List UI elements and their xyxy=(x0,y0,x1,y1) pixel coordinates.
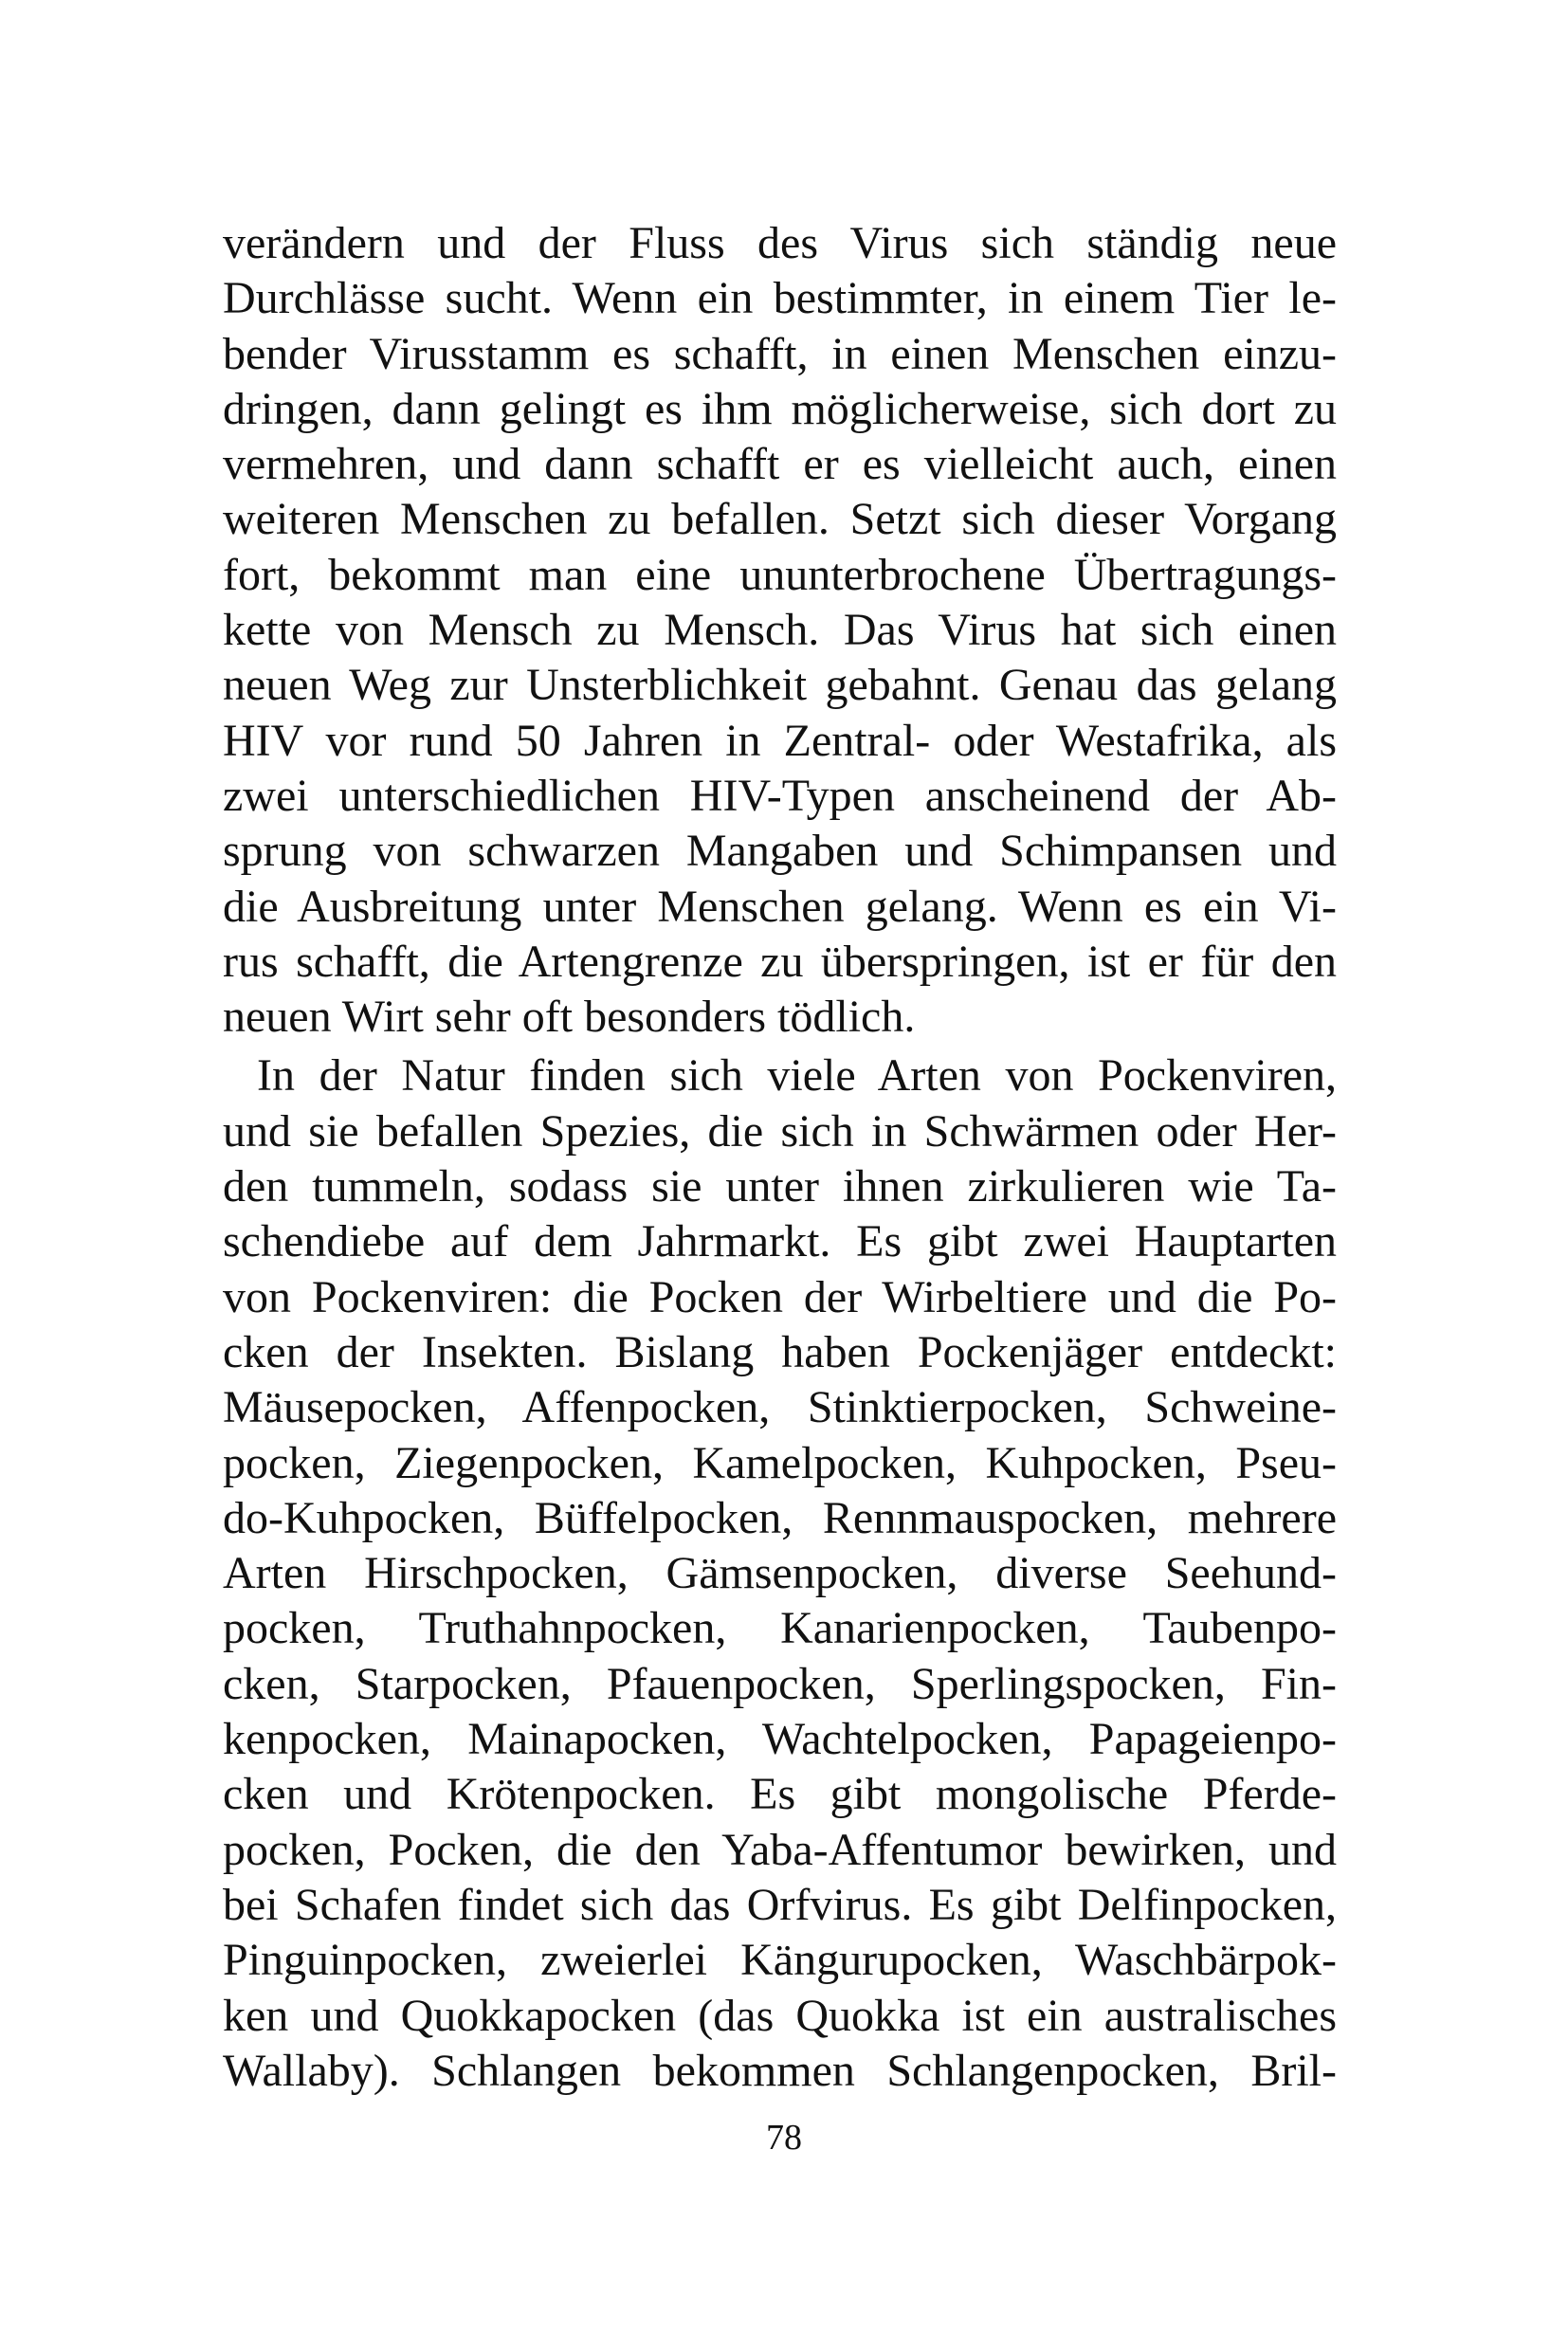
page-number: 78 xyxy=(766,2118,802,2158)
text-line: ken und Quokkapocken (das Quokka ist ein australisches xyxy=(223,1990,1337,2041)
text-line: pocken, Ziegenpocken, Kamelpocken, Kuhpocken, Pseu- xyxy=(223,1437,1337,1488)
text-line: sprung von schwarzen Mangaben und Schimpansen und xyxy=(223,826,1337,877)
text-line: fort, bekommt man eine ununterbrochene Übertragungs- xyxy=(223,549,1337,600)
text-line: cken, Starpocken, Pfauenpocken, Sperlingspocken, Fin- xyxy=(223,1658,1337,1709)
text-line: bei Schafen findet sich das Orfvirus. Es gibt Delfinpocken, xyxy=(223,1879,1337,1930)
text-line: HIV vor rund 50 Jahren in Zentral- oder Westafrika, als xyxy=(223,715,1337,766)
text-line: do-Kuhpocken, Büffelpocken, Rennmauspocken, mehrere xyxy=(223,1492,1337,1543)
text-line: rus schafft, die Artengrenze zu überspringen, ist er für den xyxy=(223,936,1337,987)
text-line: bender Virusstamm es schafft, in einen Menschen einzu- xyxy=(223,328,1337,379)
text-line: verändern und der Fluss des Virus sich ständig neue xyxy=(223,218,1337,268)
paragraph-1 xyxy=(223,216,1337,1045)
text-line: kette von Mensch zu Mensch. Das Virus hat sich einen xyxy=(223,605,1337,656)
text-line: schendiebe auf dem Jahrmarkt. Es gibt zwei Hauptarten xyxy=(223,1216,1337,1267)
text-line: den tummeln, sodass sie unter ihnen zirkulieren wie Ta- xyxy=(223,1161,1337,1212)
paragraph-2 xyxy=(223,1048,1337,2099)
text-line: zwei unterschiedlichen HIV-Typen anscheinend der Ab- xyxy=(223,770,1337,821)
text-line: kenpocken, Mainapocken, Wachtelpocken, Papageienpo- xyxy=(223,1714,1337,1765)
text-line: In der Natur finden sich viele Arten von Pockenviren, xyxy=(257,1050,1337,1102)
text-line: neuen Wirt sehr oft besonders tödlich. xyxy=(223,992,916,1043)
text-line: weiteren Menschen zu befallen. Setzt sich dieser Vorgang xyxy=(223,494,1337,545)
text-line: die Ausbreitung unter Menschen gelang. Wenn es ein Vi- xyxy=(223,881,1337,932)
text-line: dringen, dann gelingt es ihm möglicherweise, sich dort zu xyxy=(223,383,1337,434)
text-line: cken der Insekten. Bislang haben Pockenjäger entdeckt: xyxy=(223,1326,1337,1377)
text-line: von Pockenviren: die Pocken der Wirbeltiere und die Po- xyxy=(223,1271,1337,1322)
text-line: vermehren, und dann schafft er es vielleicht auch, einen xyxy=(223,439,1337,490)
text-line: Mäusepocken, Affenpocken, Stinktierpocken, Schweine- xyxy=(223,1382,1337,1433)
text-line: Durchlässe sucht. Wenn ein bestimmter, in einem Tier le- xyxy=(223,273,1337,324)
text-line: pocken, Truthahnpocken, Kanarienpocken, Taubenpo- xyxy=(223,1603,1337,1654)
text-line: und sie befallen Spezies, die sich in Schwärmen oder Her- xyxy=(223,1105,1337,1157)
text-line: cken und Krötenpocken. Es gibt mongolische Pferde- xyxy=(223,1769,1337,1820)
text-line: pocken, Pocken, die den Yaba-Affentumor bewirken, und xyxy=(223,1824,1337,1875)
text-line: Arten Hirschpocken, Gämsenpocken, diverse Seehund- xyxy=(223,1548,1337,1599)
text-line: Pinguinpocken, zweierlei Kängurupocken, Waschbärpok- xyxy=(223,1935,1337,1986)
text-line: neuen Weg zur Unsterblichkeit gebahnt. Genau das gelang xyxy=(223,660,1337,711)
body-text xyxy=(223,216,1337,2099)
text-line: Wallaby). Schlangen bekommen Schlangenpocken, Bril- xyxy=(223,2045,1337,2096)
